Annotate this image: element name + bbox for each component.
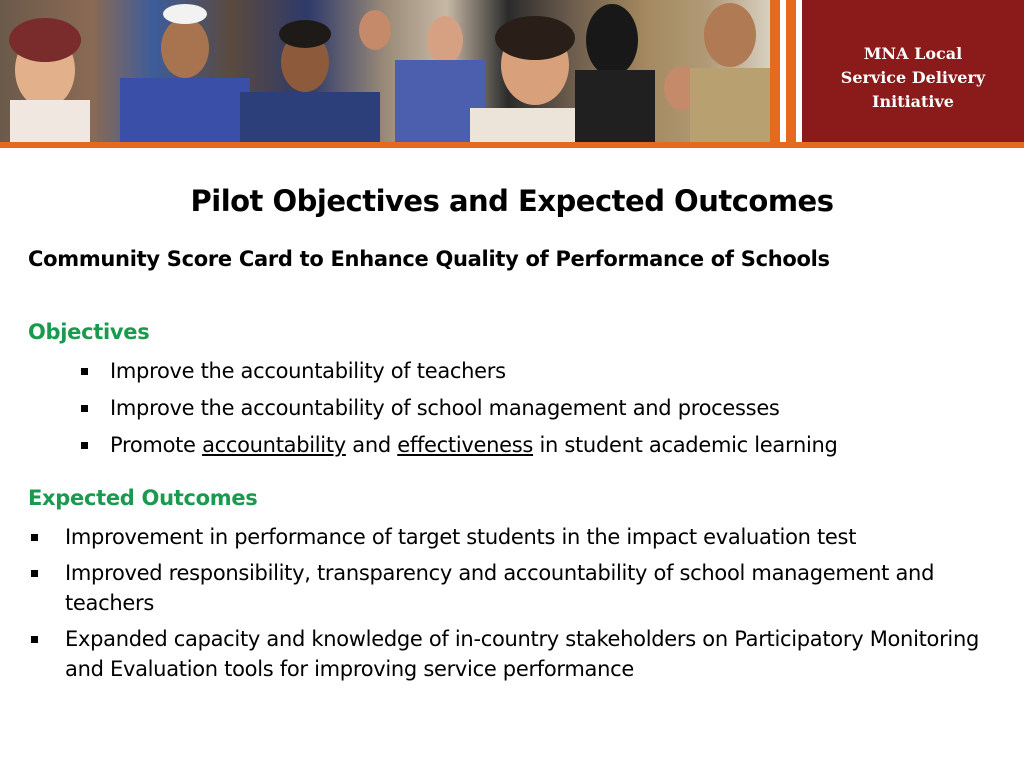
header-rule (0, 142, 1024, 148)
list-item (65, 558, 995, 618)
underlined-term: accountability (202, 433, 346, 457)
square-bullet-icon (81, 442, 88, 449)
people-photo-illustration (0, 0, 770, 142)
brand-box (802, 0, 1024, 142)
list-item (110, 430, 1010, 460)
expected-outcomes-heading: Expected Outcomes (28, 486, 258, 510)
list-item-text: Improve the accountability of teachers (110, 359, 506, 383)
list-item (110, 393, 1010, 423)
brand-line: MNA Local (863, 44, 963, 63)
list-item (65, 624, 995, 684)
brand-line: Initiative (872, 92, 954, 111)
objectives-heading: Objectives (28, 320, 150, 344)
list-item-text: Improvement in performance of target students in the impact evaluation test (65, 525, 857, 549)
list-item-text: Expanded capacity and knowledge of in-country stakeholders on Participatory Monitoring and Evaluation tools for improving service performance (65, 627, 979, 681)
square-bullet-icon (31, 534, 38, 541)
header-stripe (786, 0, 796, 142)
slide-header (0, 0, 1024, 148)
list-item-text-part: Promote (110, 433, 203, 457)
square-bullet-icon (31, 636, 38, 643)
list-item-text-part: and (345, 433, 398, 457)
list-item (110, 356, 1010, 386)
objectives-list (110, 356, 1010, 467)
underlined-term: effectiveness (397, 433, 534, 457)
brand-title (841, 42, 985, 114)
slide-title: Pilot Objectives and Expected Outcomes (190, 184, 834, 218)
square-bullet-icon (81, 405, 88, 412)
header-photo-banner (0, 0, 770, 142)
slide-subtitle: Community Score Card to Enhance Quality of Performance of Schools (28, 247, 830, 271)
expected-outcomes-list (65, 522, 995, 690)
square-bullet-icon (31, 570, 38, 577)
list-item (65, 522, 995, 552)
brand-line: Service Delivery (840, 68, 986, 87)
list-item-text: Improve the accountability of school management and processes (110, 396, 780, 420)
list-item-text: Improved responsibility, transparency and accountability of school management and teachers (65, 561, 935, 615)
square-bullet-icon (81, 368, 88, 375)
header-stripe (770, 0, 780, 142)
list-item-text-part: in student academic learning (533, 433, 838, 457)
